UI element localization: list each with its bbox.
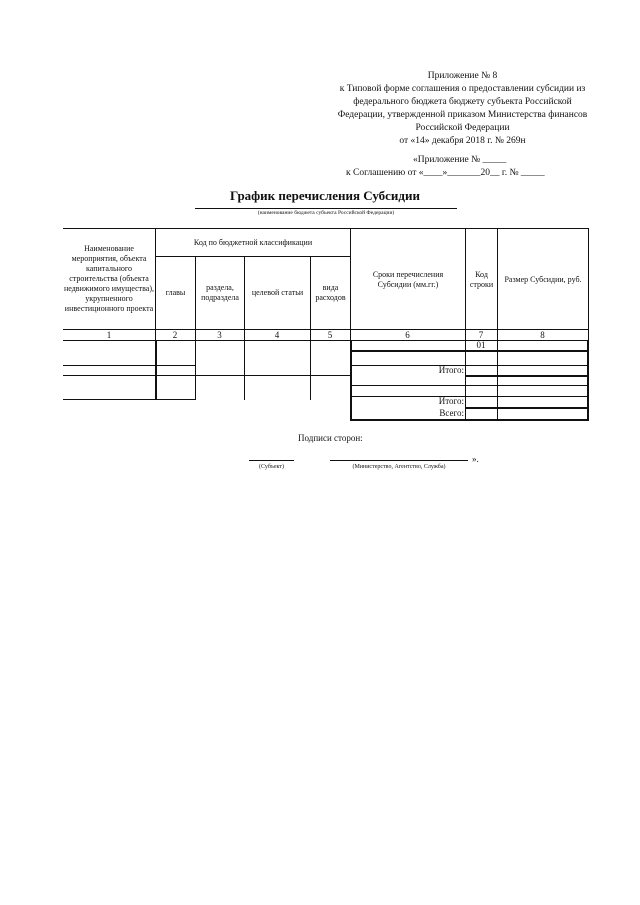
col-header-vid: вида расходов (315, 283, 346, 302)
col-header-razdela: раздела, подраздела (201, 283, 239, 302)
appendix-header (330, 70, 595, 148)
col-header-budget-code: Код по бюджетной классификации (193, 238, 313, 247)
budget-name-caption: (наименование бюджета субъекта Российской Федерации) (257, 210, 395, 216)
itogo-label-2: Итого: (438, 396, 464, 406)
col-header-glavy: главы (165, 288, 186, 297)
col-header-row-code: Код строки (469, 269, 494, 289)
vsego-label: Всего: (439, 408, 464, 418)
col-number-6: 6 (405, 330, 410, 340)
col-number-1: 1 (106, 330, 112, 340)
col-header-object: Наименование мероприятия, объекта капитального строительства (объекта недвижимого имущества), укрупненного инвестиционного проекта (64, 244, 154, 313)
header-line-4: Федерации, утвержденной приказом Министерства финансов (337, 110, 588, 120)
col-header-terms: Сроки перечисления Субсидии (мм.гг.) (372, 269, 444, 289)
col-number-3: 3 (217, 330, 222, 340)
col-number-7: 7 (478, 330, 484, 340)
page-title: График перечисления Субсидии (230, 188, 420, 203)
header-line-2: к Типовой форме соглашения о предоставлении субсидии из (339, 84, 586, 94)
ministry-signature-line (330, 460, 468, 461)
itogo-label-1: Итого: (438, 365, 464, 375)
col-number-2: 2 (172, 330, 178, 340)
header-line-5: Российской Федерации (415, 123, 510, 133)
col-header-target: целевой статьи (251, 288, 304, 297)
header-line-1: Приложение № 8 (427, 71, 498, 81)
ministry-caption: (Министерство, Агентство, Служба) (352, 464, 446, 470)
col-number-8: 8 (540, 330, 545, 340)
closing-mark: ». (472, 454, 479, 464)
subject-signature-line (249, 460, 294, 461)
row-code-01: 01 (476, 340, 486, 350)
signatures-heading: Подписи сторон: (298, 433, 363, 443)
col-header-amount: Размер Субсидии, руб. (504, 274, 582, 284)
reference-line-2: к Соглашению от «____»_______20__ г. № _____ (346, 168, 545, 178)
header-line-3: федерального бюджета бюджету субъекта Российской (353, 97, 572, 107)
header-line-6: от «14» декабря 2018 г. № 269н (399, 136, 526, 146)
col-number-4: 4 (274, 330, 280, 340)
subject-caption: (Субъект) (259, 464, 284, 470)
budget-name-line (195, 208, 457, 209)
reference-line-1: «Приложение № _____ (413, 155, 507, 165)
col-number-5: 5 (327, 330, 333, 340)
